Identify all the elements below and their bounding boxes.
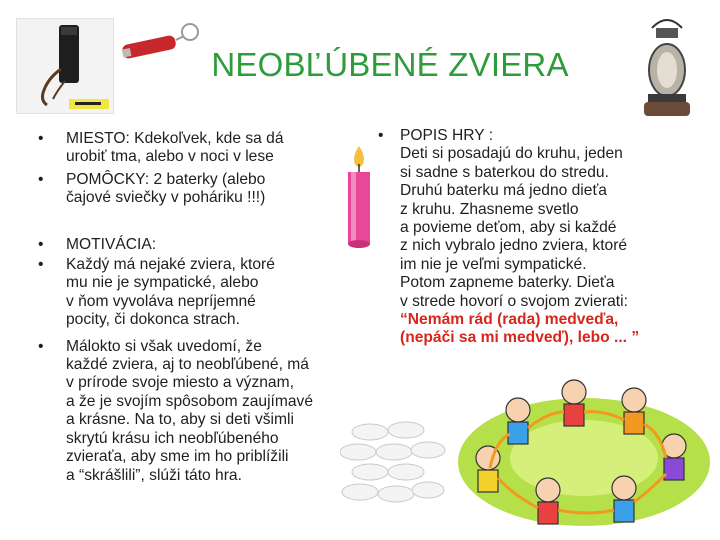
pomocky-text: 2 baterky (alebo <box>149 170 266 188</box>
miesto-text: Kdekoľvek, kde sa dá <box>129 130 284 147</box>
bullet-dot: • <box>38 256 44 274</box>
page-title: NEOBĽÚBENÉ ZVIERA <box>211 46 569 83</box>
text-line: Každý má nejaké zviera, ktoré <box>66 256 275 274</box>
pomocky-label: POMÔCKY: <box>66 170 150 188</box>
miesto-label: MIESTO: <box>66 130 130 147</box>
left-column <box>28 130 368 485</box>
candle-icon <box>340 140 378 256</box>
list-item-paragraph-2 <box>28 338 368 485</box>
list-item-motivacia <box>28 236 368 254</box>
text-line: im nie je veľmi sympatické. <box>400 255 587 273</box>
list-item-popis <box>378 127 690 145</box>
text-line: Deti si posadajú do kruhu, jeden <box>400 145 623 163</box>
list-item-miesto <box>28 130 368 167</box>
bullet-dot: • <box>38 130 44 147</box>
tealights-icon <box>340 412 446 508</box>
text-line: mu nie je sympatické, alebo <box>66 274 259 292</box>
text-line: a krásne. Na to, aby si deti všimli <box>66 411 294 429</box>
text-line: v strede hovorí o svojom zvierati: <box>400 292 628 310</box>
text-line: pocity, či dokonca strach. <box>66 311 240 329</box>
text-line: a povieme deťom, aby si každé <box>400 219 617 237</box>
quote-line: (nepáči sa mi medveď), lebo ... ” <box>400 329 640 347</box>
text-line: z kruhu. Zhasneme svetlo <box>400 200 579 218</box>
text-line: z nich vybralo jedno zviera, ktoré <box>400 237 628 255</box>
pomocky-text-2: čajové sviečky v poháriku !!!) <box>66 189 266 207</box>
text-line: zvieraťa, aby sme im ho priblížili <box>66 448 289 466</box>
miesto-text-2: urobiť tma, alebo v noci v lese <box>66 148 274 166</box>
quote-line: “Nemám rád (rada) medveďa, <box>400 311 619 329</box>
popis-heading: POPIS HRY : <box>400 127 494 144</box>
motivacia-label: MOTIVÁCIA: <box>66 235 157 253</box>
flashlight-icon <box>16 18 114 114</box>
lantern-icon <box>636 14 698 120</box>
text-line: v ňom vyvoláva nepríjemné <box>66 292 256 310</box>
popis-text <box>378 145 690 347</box>
text-line: Málokto si však uvedomí, že <box>66 337 262 355</box>
text-line: každé zviera, aj to neobľúbené, má <box>66 356 309 374</box>
children-circle-icon <box>448 370 714 530</box>
bullet-dot: • <box>38 170 44 188</box>
text-line: skrytú krásu ich neobľúbeného <box>66 429 279 447</box>
right-column <box>378 127 690 348</box>
bullet-dot: • <box>38 337 44 355</box>
bullet-dot: • <box>38 235 44 253</box>
text-line: Druhú baterku má jedno dieťa <box>400 182 607 200</box>
list-item-pomocky <box>28 171 368 208</box>
list-item-paragraph-1 <box>28 256 368 330</box>
text-line: Potom zapneme baterky. Dieťa <box>400 274 615 292</box>
text-line: si sadne s baterkou do stredu. <box>400 163 609 181</box>
text-line: v prírode svoje miesto a význam, <box>66 374 294 392</box>
text-line: a “skrášlili”, slúži táto hra. <box>66 466 242 484</box>
bullet-dot: • <box>378 127 384 144</box>
text-line: a že je svojím spôsobom zaujímavé <box>66 392 314 410</box>
